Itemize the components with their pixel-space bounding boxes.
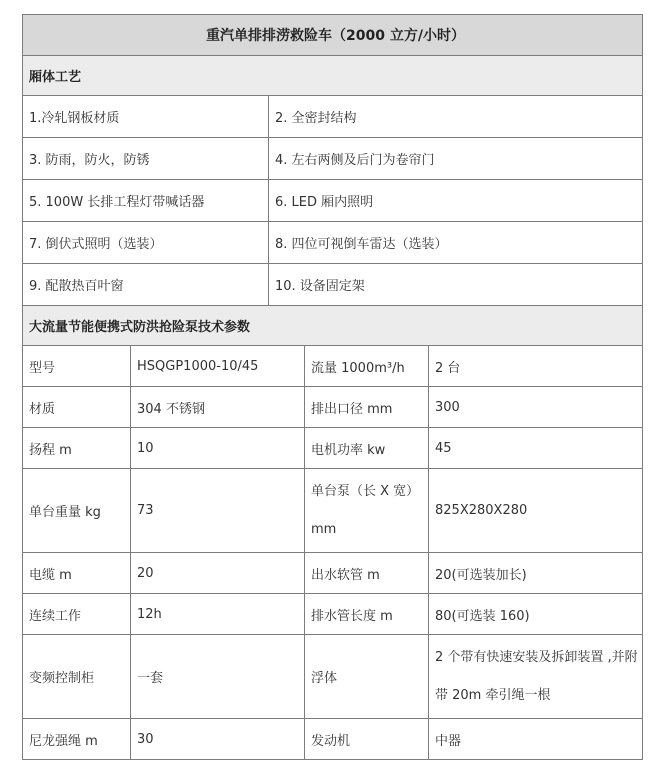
body-feature-cell: 1.冷轧钢板材质 xyxy=(23,96,269,138)
table-row xyxy=(23,387,643,428)
param-label: 单台重量 kg xyxy=(23,469,131,553)
param-value: 30 xyxy=(131,719,305,760)
body-feature-cell: 10. 设备固定架 xyxy=(269,264,643,306)
section-heading-body: 厢体工艺 xyxy=(23,56,643,96)
table-row xyxy=(23,96,643,138)
param-label: 变频控制柜 xyxy=(23,635,131,719)
param-label: 浮体 xyxy=(305,635,429,719)
table-row xyxy=(23,594,643,635)
param-label: 材质 xyxy=(23,387,131,428)
param-label: 出水软管 m xyxy=(305,553,429,594)
param-value: 10 xyxy=(131,428,305,469)
page-title: 重汽单排排涝救险车（2000 立方/小时） xyxy=(23,15,643,56)
param-value: 20(可选装加长) xyxy=(429,553,643,594)
param-label: 扬程 m xyxy=(23,428,131,469)
param-value: HSQGP1000-10/45 xyxy=(131,346,305,387)
param-label: 尼龙强绳 m xyxy=(23,719,131,760)
param-label: 连续工作 xyxy=(23,594,131,635)
body-feature-cell: 9. 配散热百叶窗 xyxy=(23,264,269,306)
param-label: 发动机 xyxy=(305,719,429,760)
table-row xyxy=(23,264,643,306)
param-value: 2 个带有快速安装及拆卸装置 ,并附带 20m 牵引绳一根 xyxy=(429,635,643,719)
body-feature-cell: 8. 四位可视倒车雷达（选装） xyxy=(269,222,643,264)
param-value: 80(可选装 160) xyxy=(429,594,643,635)
param-value: 300 xyxy=(429,387,643,428)
table-row xyxy=(23,138,643,180)
param-value: 45 xyxy=(429,428,643,469)
body-feature-cell: 6. LED 厢内照明 xyxy=(269,180,643,222)
table-row xyxy=(23,635,643,719)
body-feature-cell: 7. 倒伏式照明（选装） xyxy=(23,222,269,264)
section-heading-pump: 大流量节能便携式防洪抢险泵技术参数 xyxy=(23,306,643,346)
param-value: 20 xyxy=(131,553,305,594)
table-row xyxy=(23,553,643,594)
body-feature-cell: 5. 100W 长排工程灯带喊话器 xyxy=(23,180,269,222)
param-label: 排水管长度 m xyxy=(305,594,429,635)
body-feature-cell: 2. 全密封结构 xyxy=(269,96,643,138)
table-row xyxy=(23,719,643,760)
param-label: 排出口径 mm xyxy=(305,387,429,428)
spec-sheet xyxy=(22,14,642,760)
param-label: 单台泵（长 X 宽）mm xyxy=(305,469,429,553)
param-value: 中器 xyxy=(429,719,643,760)
body-feature-cell: 4. 左右两侧及后门为卷帘门 xyxy=(269,138,643,180)
table-row xyxy=(23,222,643,264)
param-label: 型号 xyxy=(23,346,131,387)
param-value: 一套 xyxy=(131,635,305,719)
table-row xyxy=(23,428,643,469)
spec-table xyxy=(22,14,643,760)
param-label: 流量 1000m³/h xyxy=(305,346,429,387)
param-value: 304 不锈钢 xyxy=(131,387,305,428)
table-row xyxy=(23,469,643,553)
param-value: 2 台 xyxy=(429,346,643,387)
body-feature-cell: 3. 防雨，防火，防锈 xyxy=(23,138,269,180)
param-value: 12h xyxy=(131,594,305,635)
table-row xyxy=(23,180,643,222)
param-value: 73 xyxy=(131,469,305,553)
param-label: 电机功率 kw xyxy=(305,428,429,469)
table-row xyxy=(23,346,643,387)
param-label: 电缆 m xyxy=(23,553,131,594)
param-value: 825X280X280 xyxy=(429,469,643,553)
